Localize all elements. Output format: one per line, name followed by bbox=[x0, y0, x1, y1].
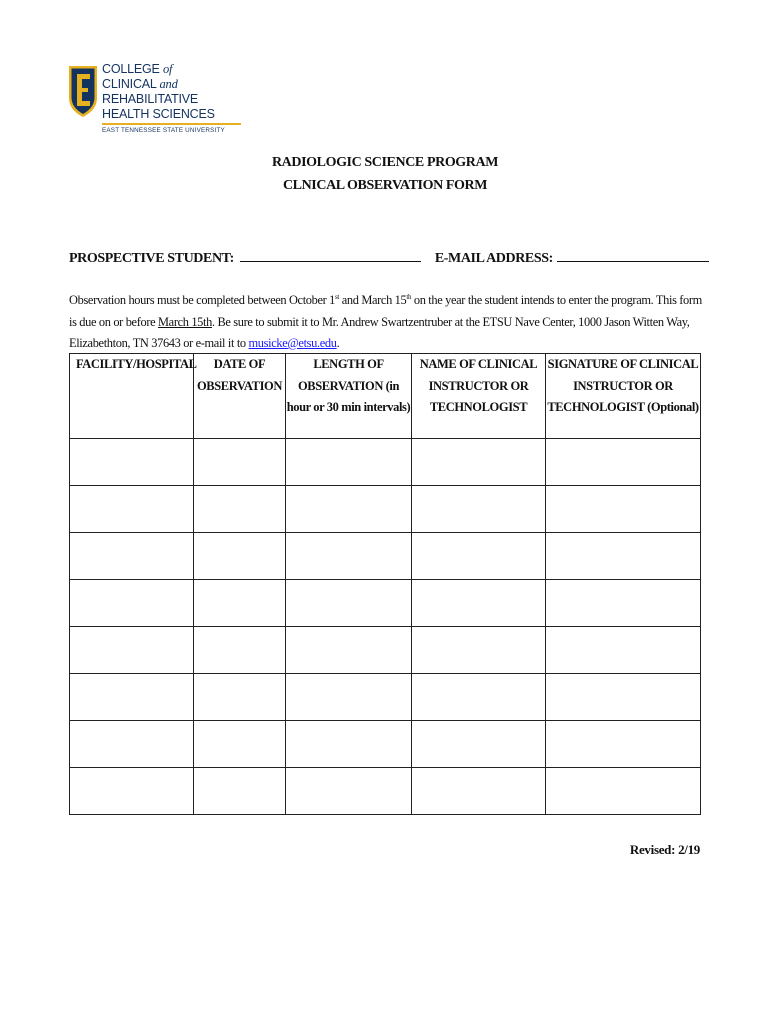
date-cell[interactable] bbox=[194, 486, 286, 533]
col-length-header: LENGTH OF OBSERVATION (in hour or 30 min intervals) bbox=[286, 354, 412, 439]
form-title-line-1: RADIOLOGIC SCIENCE PROGRAM bbox=[271, 155, 499, 170]
student-label: PROSPECTIVE STUDENT: bbox=[69, 251, 234, 266]
email-label: E-MAIL ADDRESS: bbox=[434, 251, 553, 266]
length-cell[interactable] bbox=[286, 674, 412, 721]
instructor-cell[interactable] bbox=[412, 721, 546, 768]
instructions-sup-2: th bbox=[406, 293, 412, 301]
date-cell[interactable] bbox=[194, 439, 286, 486]
due-date: March 15th bbox=[158, 314, 212, 329]
instructor-cell[interactable] bbox=[412, 439, 546, 486]
col-instructor-header: NAME OF CLINICAL INSTRUCTOR OR TECHNOLOGIST bbox=[412, 354, 546, 439]
logo-line-1-of: of bbox=[162, 62, 173, 76]
table-row bbox=[70, 486, 701, 533]
length-cell[interactable] bbox=[286, 486, 412, 533]
date-cell[interactable] bbox=[194, 721, 286, 768]
instructions-paragraph bbox=[69, 290, 709, 355]
facility-cell[interactable] bbox=[70, 627, 194, 674]
revised-date: Revised: 2/19 bbox=[629, 842, 700, 857]
logo-wordmark bbox=[102, 62, 242, 122]
signature-cell[interactable] bbox=[546, 721, 701, 768]
facility-cell[interactable] bbox=[70, 721, 194, 768]
logo-line-1: COLLEGE bbox=[102, 62, 160, 76]
length-cell[interactable] bbox=[286, 439, 412, 486]
logo-university: EAST TENNESSEE STATE UNIVERSITY bbox=[102, 127, 225, 134]
length-cell[interactable] bbox=[286, 580, 412, 627]
facility-cell[interactable] bbox=[70, 439, 194, 486]
col-signature-header: SIGNATURE OF CLINICAL INSTRUCTOR OR TECHNOLOGIST (Optional) bbox=[546, 354, 701, 439]
observation-table bbox=[69, 353, 701, 815]
college-logo bbox=[68, 62, 243, 137]
col-date-header: DATE OF OBSERVATION bbox=[194, 354, 286, 439]
signature-cell[interactable] bbox=[546, 674, 701, 721]
date-cell[interactable] bbox=[194, 533, 286, 580]
table-row bbox=[70, 580, 701, 627]
instructor-cell[interactable] bbox=[412, 533, 546, 580]
instructions-text-5: . bbox=[336, 336, 340, 350]
facility-cell[interactable] bbox=[70, 486, 194, 533]
instructions-text-3: on the year the student intends to enter the program. This form is due on or before bbox=[69, 293, 702, 329]
signature-cell[interactable] bbox=[546, 768, 701, 815]
length-cell[interactable] bbox=[286, 533, 412, 580]
instructor-cell[interactable] bbox=[412, 627, 546, 674]
date-cell[interactable] bbox=[194, 768, 286, 815]
col-facility-header: FACILITY/HOSPITAL bbox=[70, 354, 194, 439]
date-cell[interactable] bbox=[194, 580, 286, 627]
length-cell[interactable] bbox=[286, 768, 412, 815]
logo-line-2b: REHABILITATIVE bbox=[102, 92, 199, 106]
table-row bbox=[70, 721, 701, 768]
logo-line-3: HEALTH SCIENCES bbox=[102, 107, 215, 121]
student-name-field[interactable] bbox=[240, 247, 421, 262]
table-row bbox=[70, 439, 701, 486]
signature-cell[interactable] bbox=[546, 533, 701, 580]
date-cell[interactable] bbox=[194, 627, 286, 674]
table-row bbox=[70, 627, 701, 674]
email-link[interactable]: musicke@etsu.edu bbox=[248, 336, 337, 350]
instructor-cell[interactable] bbox=[412, 674, 546, 721]
facility-cell[interactable] bbox=[70, 768, 194, 815]
signature-cell[interactable] bbox=[546, 486, 701, 533]
form-title-line-2: CLNICAL OBSERVATION FORM bbox=[282, 178, 488, 193]
table-row bbox=[70, 768, 701, 815]
instructor-cell[interactable] bbox=[412, 486, 546, 533]
instructions-sup-1: st bbox=[335, 293, 339, 301]
signature-cell[interactable] bbox=[546, 627, 701, 674]
logo-line-2-and: and bbox=[159, 77, 178, 91]
facility-cell[interactable] bbox=[70, 674, 194, 721]
facility-cell[interactable] bbox=[70, 533, 194, 580]
logo-line-2a: CLINICAL bbox=[102, 77, 157, 91]
table-row bbox=[70, 533, 701, 580]
logo-gold-rule bbox=[102, 123, 241, 125]
student-info-row bbox=[69, 247, 709, 267]
signature-cell[interactable] bbox=[546, 439, 701, 486]
instructor-cell[interactable] bbox=[412, 580, 546, 627]
table-header-row bbox=[70, 354, 701, 439]
instructions-text-4: . Be sure to submit it to Mr. Andrew Swartzentruber at the ETSU Nave Center, 1000 Jason Witten Way, Elizabethton, TN 37643 or e-mail it to bbox=[69, 314, 690, 350]
instructor-cell[interactable] bbox=[412, 768, 546, 815]
length-cell[interactable] bbox=[286, 721, 412, 768]
signature-cell[interactable] bbox=[546, 580, 701, 627]
etsu-shield-icon bbox=[68, 64, 98, 118]
date-cell[interactable] bbox=[194, 674, 286, 721]
table-row bbox=[70, 674, 701, 721]
facility-cell[interactable] bbox=[70, 580, 194, 627]
email-field[interactable] bbox=[557, 247, 709, 262]
instructions-text-2: and March 15 bbox=[339, 293, 407, 307]
instructions-text-1: Observation hours must be completed between October 1 bbox=[69, 293, 336, 307]
length-cell[interactable] bbox=[286, 627, 412, 674]
